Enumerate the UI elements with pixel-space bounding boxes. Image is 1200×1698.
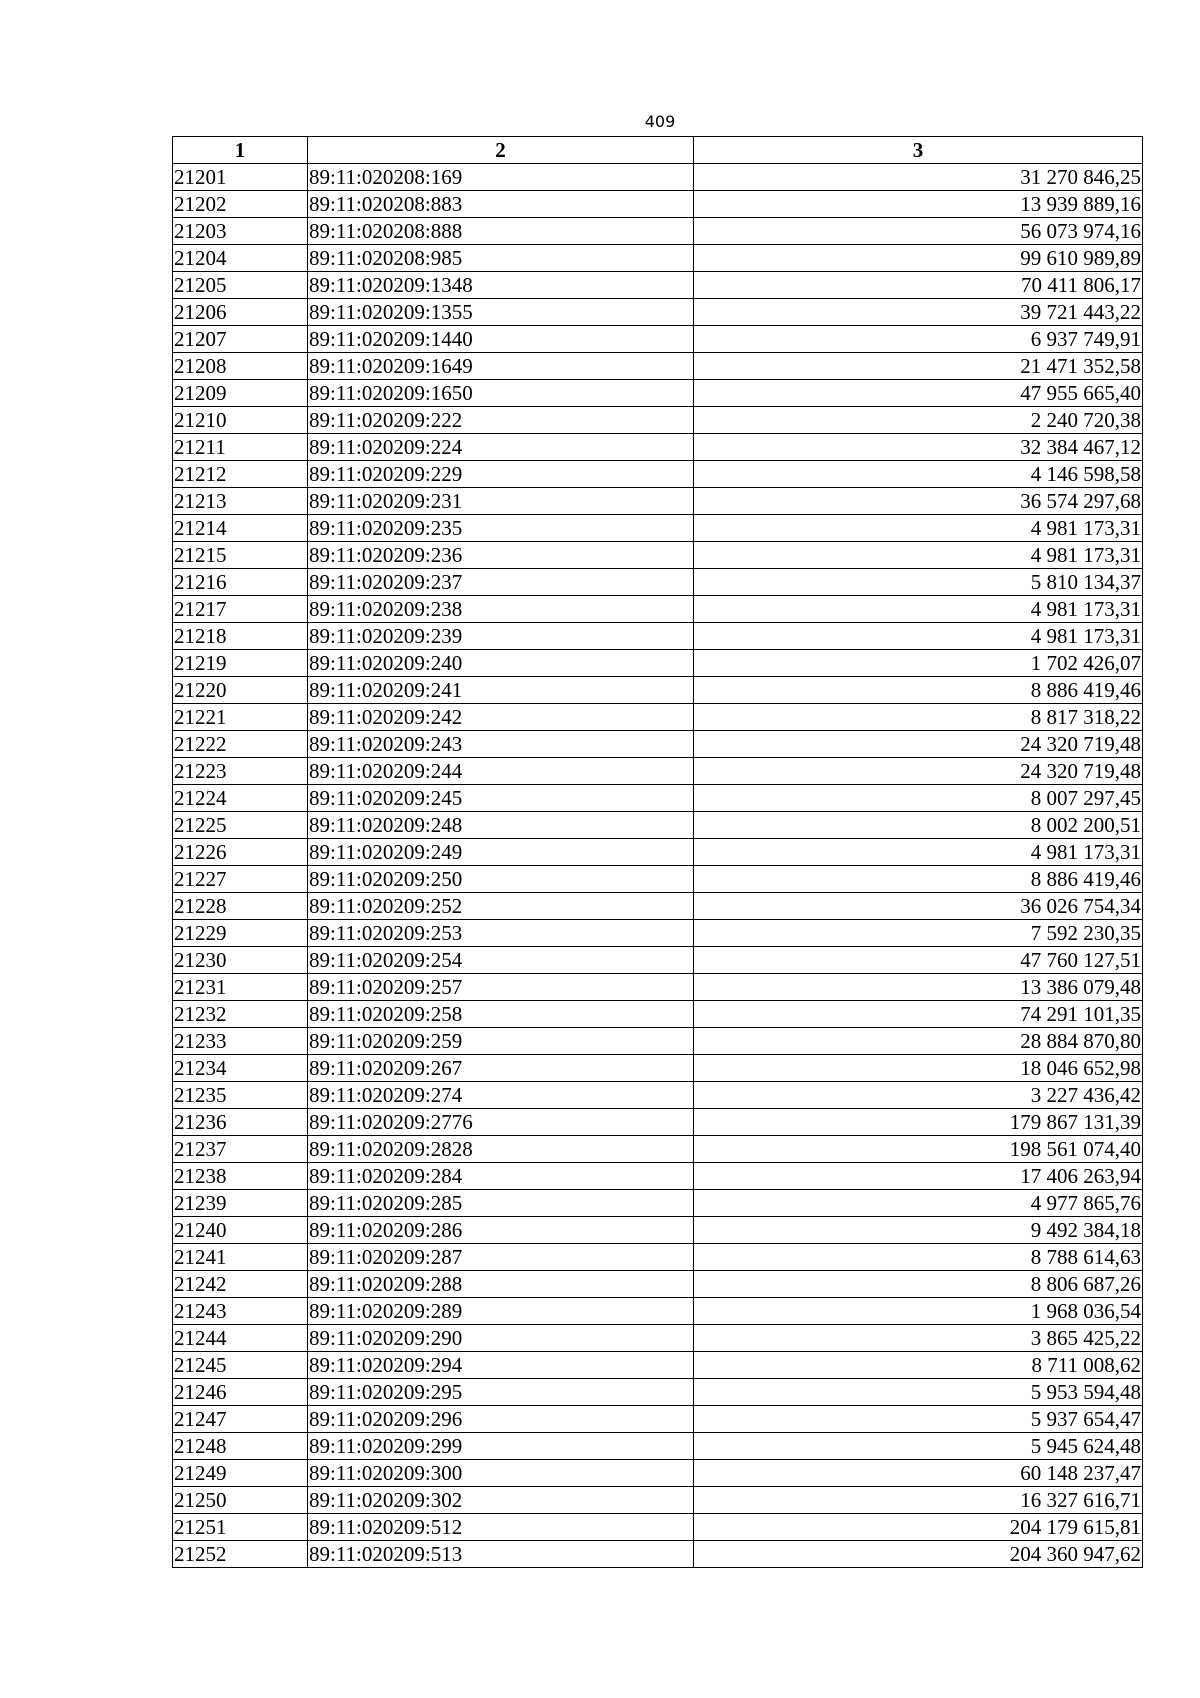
row-number: 21236	[173, 1109, 308, 1136]
cadastral-number: 89:11:020209:257	[308, 974, 694, 1001]
cadastral-number: 89:11:020209:513	[308, 1541, 694, 1568]
cadastral-number: 89:11:020209:224	[308, 434, 694, 461]
cadastral-value: 8 002 200,51	[694, 812, 1143, 839]
row-number: 21207	[173, 326, 308, 353]
column-header-2: 2	[308, 137, 694, 164]
cadastral-number: 89:11:020209:285	[308, 1190, 694, 1217]
table-row	[173, 1487, 1143, 1514]
cadastral-number: 89:11:020209:242	[308, 704, 694, 731]
cadastral-value: 4 146 598,58	[694, 461, 1143, 488]
table-row	[173, 569, 1143, 596]
cadastral-number: 89:11:020209:238	[308, 596, 694, 623]
cadastral-number: 89:11:020209:288	[308, 1271, 694, 1298]
cadastral-number: 89:11:020209:302	[308, 1487, 694, 1514]
cadastral-number: 89:11:020209:239	[308, 623, 694, 650]
cadastral-value: 9 492 384,18	[694, 1217, 1143, 1244]
cadastral-value: 1 968 036,54	[694, 1298, 1143, 1325]
row-number: 21224	[173, 785, 308, 812]
table-row	[173, 1406, 1143, 1433]
cadastral-value: 74 291 101,35	[694, 1001, 1143, 1028]
row-number: 21235	[173, 1082, 308, 1109]
row-number: 21249	[173, 1460, 308, 1487]
table-row	[173, 974, 1143, 1001]
cadastral-number: 89:11:020208:169	[308, 164, 694, 191]
cadastral-number: 89:11:020209:300	[308, 1460, 694, 1487]
cadastral-number: 89:11:020209:259	[308, 1028, 694, 1055]
row-number: 21230	[173, 947, 308, 974]
cadastral-value: 3 227 436,42	[694, 1082, 1143, 1109]
table-row	[173, 299, 1143, 326]
cadastral-number: 89:11:020209:290	[308, 1325, 694, 1352]
row-number: 21204	[173, 245, 308, 272]
page-number: 409	[644, 112, 676, 131]
cadastral-value: 5 945 624,48	[694, 1433, 1143, 1460]
cadastral-value: 4 981 173,31	[694, 596, 1143, 623]
cadastral-value: 4 977 865,76	[694, 1190, 1143, 1217]
row-number: 21231	[173, 974, 308, 1001]
row-number: 21246	[173, 1379, 308, 1406]
cadastral-value: 8 711 008,62	[694, 1352, 1143, 1379]
cadastral-number: 89:11:020209:1355	[308, 299, 694, 326]
cadastral-value: 32 384 467,12	[694, 434, 1143, 461]
row-number: 21244	[173, 1325, 308, 1352]
cadastral-value: 198 561 074,40	[694, 1136, 1143, 1163]
table-row	[173, 353, 1143, 380]
table-row	[173, 1325, 1143, 1352]
row-number: 21203	[173, 218, 308, 245]
row-number: 21238	[173, 1163, 308, 1190]
column-header-3: 3	[694, 137, 1143, 164]
row-number: 21251	[173, 1514, 308, 1541]
cadastral-number: 89:11:020209:253	[308, 920, 694, 947]
cadastral-number: 89:11:020209:512	[308, 1514, 694, 1541]
row-number: 21220	[173, 677, 308, 704]
cadastral-value: 18 046 652,98	[694, 1055, 1143, 1082]
row-number: 21248	[173, 1433, 308, 1460]
cadastral-value: 8 007 297,45	[694, 785, 1143, 812]
table-row	[173, 218, 1143, 245]
cadastral-value: 70 411 806,17	[694, 272, 1143, 299]
row-number: 21223	[173, 758, 308, 785]
table-row	[173, 1271, 1143, 1298]
cadastral-number: 89:11:020209:244	[308, 758, 694, 785]
table-row	[173, 947, 1143, 974]
row-number: 21234	[173, 1055, 308, 1082]
table-row	[173, 1379, 1143, 1406]
table-row	[173, 380, 1143, 407]
row-number: 21245	[173, 1352, 308, 1379]
table-row	[173, 758, 1143, 785]
row-number: 21228	[173, 893, 308, 920]
cadastral-value: 24 320 719,48	[694, 731, 1143, 758]
row-number: 21237	[173, 1136, 308, 1163]
row-number: 21242	[173, 1271, 308, 1298]
cadastral-value: 8 806 687,26	[694, 1271, 1143, 1298]
table-row	[173, 1352, 1143, 1379]
table-row	[173, 1055, 1143, 1082]
row-number: 21241	[173, 1244, 308, 1271]
row-number: 21218	[173, 623, 308, 650]
cadastral-number: 89:11:020209:222	[308, 407, 694, 434]
cadastral-number: 89:11:020209:2828	[308, 1136, 694, 1163]
cadastral-number: 89:11:020209:289	[308, 1298, 694, 1325]
cadastral-number: 89:11:020209:229	[308, 461, 694, 488]
table-row	[173, 1163, 1143, 1190]
header-row	[173, 137, 1143, 164]
table-row	[173, 1028, 1143, 1055]
cadastral-value-table	[172, 136, 1143, 1568]
row-number: 21219	[173, 650, 308, 677]
table-row	[173, 272, 1143, 299]
cadastral-value: 4 981 173,31	[694, 542, 1143, 569]
cadastral-number: 89:11:020209:240	[308, 650, 694, 677]
row-number: 21239	[173, 1190, 308, 1217]
row-number: 21212	[173, 461, 308, 488]
column-header-1: 1	[173, 137, 308, 164]
cadastral-number: 89:11:020209:287	[308, 1244, 694, 1271]
table-row	[173, 1217, 1143, 1244]
cadastral-value: 60 148 237,47	[694, 1460, 1143, 1487]
table-row	[173, 812, 1143, 839]
cadastral-value: 47 760 127,51	[694, 947, 1143, 974]
cadastral-value: 204 179 615,81	[694, 1514, 1143, 1541]
table-row	[173, 623, 1143, 650]
cadastral-value: 8 788 614,63	[694, 1244, 1143, 1271]
row-number: 21210	[173, 407, 308, 434]
table-row	[173, 704, 1143, 731]
table-row	[173, 488, 1143, 515]
row-number: 21201	[173, 164, 308, 191]
table-body	[173, 164, 1143, 1568]
row-number: 21247	[173, 1406, 308, 1433]
cadastral-value: 39 721 443,22	[694, 299, 1143, 326]
cadastral-number: 89:11:020209:1649	[308, 353, 694, 380]
table-row	[173, 407, 1143, 434]
cadastral-number: 89:11:020209:236	[308, 542, 694, 569]
cadastral-value: 3 865 425,22	[694, 1325, 1143, 1352]
cadastral-value: 6 937 749,91	[694, 326, 1143, 353]
cadastral-value: 47 955 665,40	[694, 380, 1143, 407]
cadastral-number: 89:11:020209:241	[308, 677, 694, 704]
table-row	[173, 1082, 1143, 1109]
cadastral-value: 8 886 419,46	[694, 866, 1143, 893]
cadastral-value: 7 592 230,35	[694, 920, 1143, 947]
table-row	[173, 191, 1143, 218]
cadastral-number: 89:11:020209:2776	[308, 1109, 694, 1136]
cadastral-number: 89:11:020209:254	[308, 947, 694, 974]
table-row	[173, 164, 1143, 191]
table-row	[173, 596, 1143, 623]
cadastral-number: 89:11:020209:249	[308, 839, 694, 866]
cadastral-value: 36 026 754,34	[694, 893, 1143, 920]
row-number: 21213	[173, 488, 308, 515]
table-row	[173, 1460, 1143, 1487]
cadastral-number: 89:11:020209:284	[308, 1163, 694, 1190]
cadastral-number: 89:11:020209:299	[308, 1433, 694, 1460]
cadastral-number: 89:11:020209:245	[308, 785, 694, 812]
cadastral-number: 89:11:020209:294	[308, 1352, 694, 1379]
table-row	[173, 326, 1143, 353]
table-row	[173, 542, 1143, 569]
cadastral-number: 89:11:020209:1650	[308, 380, 694, 407]
row-number: 21208	[173, 353, 308, 380]
cadastral-value: 56 073 974,16	[694, 218, 1143, 245]
table-row	[173, 1109, 1143, 1136]
row-number: 21240	[173, 1217, 308, 1244]
table-row	[173, 1514, 1143, 1541]
row-number: 21229	[173, 920, 308, 947]
cadastral-value: 8 817 318,22	[694, 704, 1143, 731]
row-number: 21227	[173, 866, 308, 893]
row-number: 21211	[173, 434, 308, 461]
cadastral-value: 5 810 134,37	[694, 569, 1143, 596]
row-number: 21214	[173, 515, 308, 542]
cadastral-value: 36 574 297,68	[694, 488, 1143, 515]
cadastral-value: 99 610 989,89	[694, 245, 1143, 272]
cadastral-number: 89:11:020208:985	[308, 245, 694, 272]
table-row	[173, 245, 1143, 272]
row-number: 21221	[173, 704, 308, 731]
cadastral-number: 89:11:020209:243	[308, 731, 694, 758]
table-row	[173, 1541, 1143, 1568]
row-number: 21215	[173, 542, 308, 569]
cadastral-number: 89:11:020209:1348	[308, 272, 694, 299]
table-row	[173, 1001, 1143, 1028]
table-row	[173, 434, 1143, 461]
row-number: 21250	[173, 1487, 308, 1514]
cadastral-number: 89:11:020209:252	[308, 893, 694, 920]
cadastral-number: 89:11:020209:250	[308, 866, 694, 893]
table-row	[173, 461, 1143, 488]
row-number: 21206	[173, 299, 308, 326]
cadastral-number: 89:11:020209:231	[308, 488, 694, 515]
table-row	[173, 515, 1143, 542]
table-row	[173, 1190, 1143, 1217]
table-row	[173, 839, 1143, 866]
cadastral-value: 4 981 173,31	[694, 839, 1143, 866]
cadastral-value: 5 953 594,48	[694, 1379, 1143, 1406]
cadastral-number: 89:11:020209:1440	[308, 326, 694, 353]
table-row	[173, 866, 1143, 893]
table-row	[173, 920, 1143, 947]
row-number: 21226	[173, 839, 308, 866]
cadastral-value: 4 981 173,31	[694, 623, 1143, 650]
cadastral-value: 5 937 654,47	[694, 1406, 1143, 1433]
cadastral-number: 89:11:020209:296	[308, 1406, 694, 1433]
cadastral-value: 28 884 870,80	[694, 1028, 1143, 1055]
row-number: 21209	[173, 380, 308, 407]
table-row	[173, 731, 1143, 758]
table-row	[173, 1433, 1143, 1460]
cadastral-number: 89:11:020209:237	[308, 569, 694, 596]
row-number: 21222	[173, 731, 308, 758]
table-row	[173, 1298, 1143, 1325]
cadastral-number: 89:11:020208:883	[308, 191, 694, 218]
table-row	[173, 893, 1143, 920]
row-number: 21233	[173, 1028, 308, 1055]
table-row	[173, 1244, 1143, 1271]
cadastral-value: 13 386 079,48	[694, 974, 1143, 1001]
cadastral-value: 13 939 889,16	[694, 191, 1143, 218]
cadastral-number: 89:11:020209:267	[308, 1055, 694, 1082]
cadastral-number: 89:11:020209:248	[308, 812, 694, 839]
row-number: 21243	[173, 1298, 308, 1325]
table-row	[173, 650, 1143, 677]
cadastral-number: 89:11:020209:286	[308, 1217, 694, 1244]
cadastral-value: 16 327 616,71	[694, 1487, 1143, 1514]
cadastral-value: 8 886 419,46	[694, 677, 1143, 704]
cadastral-number: 89:11:020209:258	[308, 1001, 694, 1028]
row-number: 21225	[173, 812, 308, 839]
cadastral-value: 1 702 426,07	[694, 650, 1143, 677]
row-number: 21232	[173, 1001, 308, 1028]
row-number: 21217	[173, 596, 308, 623]
cadastral-value: 179 867 131,39	[694, 1109, 1143, 1136]
row-number: 21252	[173, 1541, 308, 1568]
cadastral-value: 2 240 720,38	[694, 407, 1143, 434]
cadastral-value: 4 981 173,31	[694, 515, 1143, 542]
cadastral-value: 31 270 846,25	[694, 164, 1143, 191]
cadastral-number: 89:11:020208:888	[308, 218, 694, 245]
row-number: 21202	[173, 191, 308, 218]
cadastral-value: 21 471 352,58	[694, 353, 1143, 380]
table-row	[173, 1136, 1143, 1163]
row-number: 21205	[173, 272, 308, 299]
row-number: 21216	[173, 569, 308, 596]
cadastral-number: 89:11:020209:235	[308, 515, 694, 542]
table-row	[173, 677, 1143, 704]
cadastral-number: 89:11:020209:295	[308, 1379, 694, 1406]
cadastral-number: 89:11:020209:274	[308, 1082, 694, 1109]
table-row	[173, 785, 1143, 812]
cadastral-value: 17 406 263,94	[694, 1163, 1143, 1190]
cadastral-value: 204 360 947,62	[694, 1541, 1143, 1568]
cadastral-value: 24 320 719,48	[694, 758, 1143, 785]
